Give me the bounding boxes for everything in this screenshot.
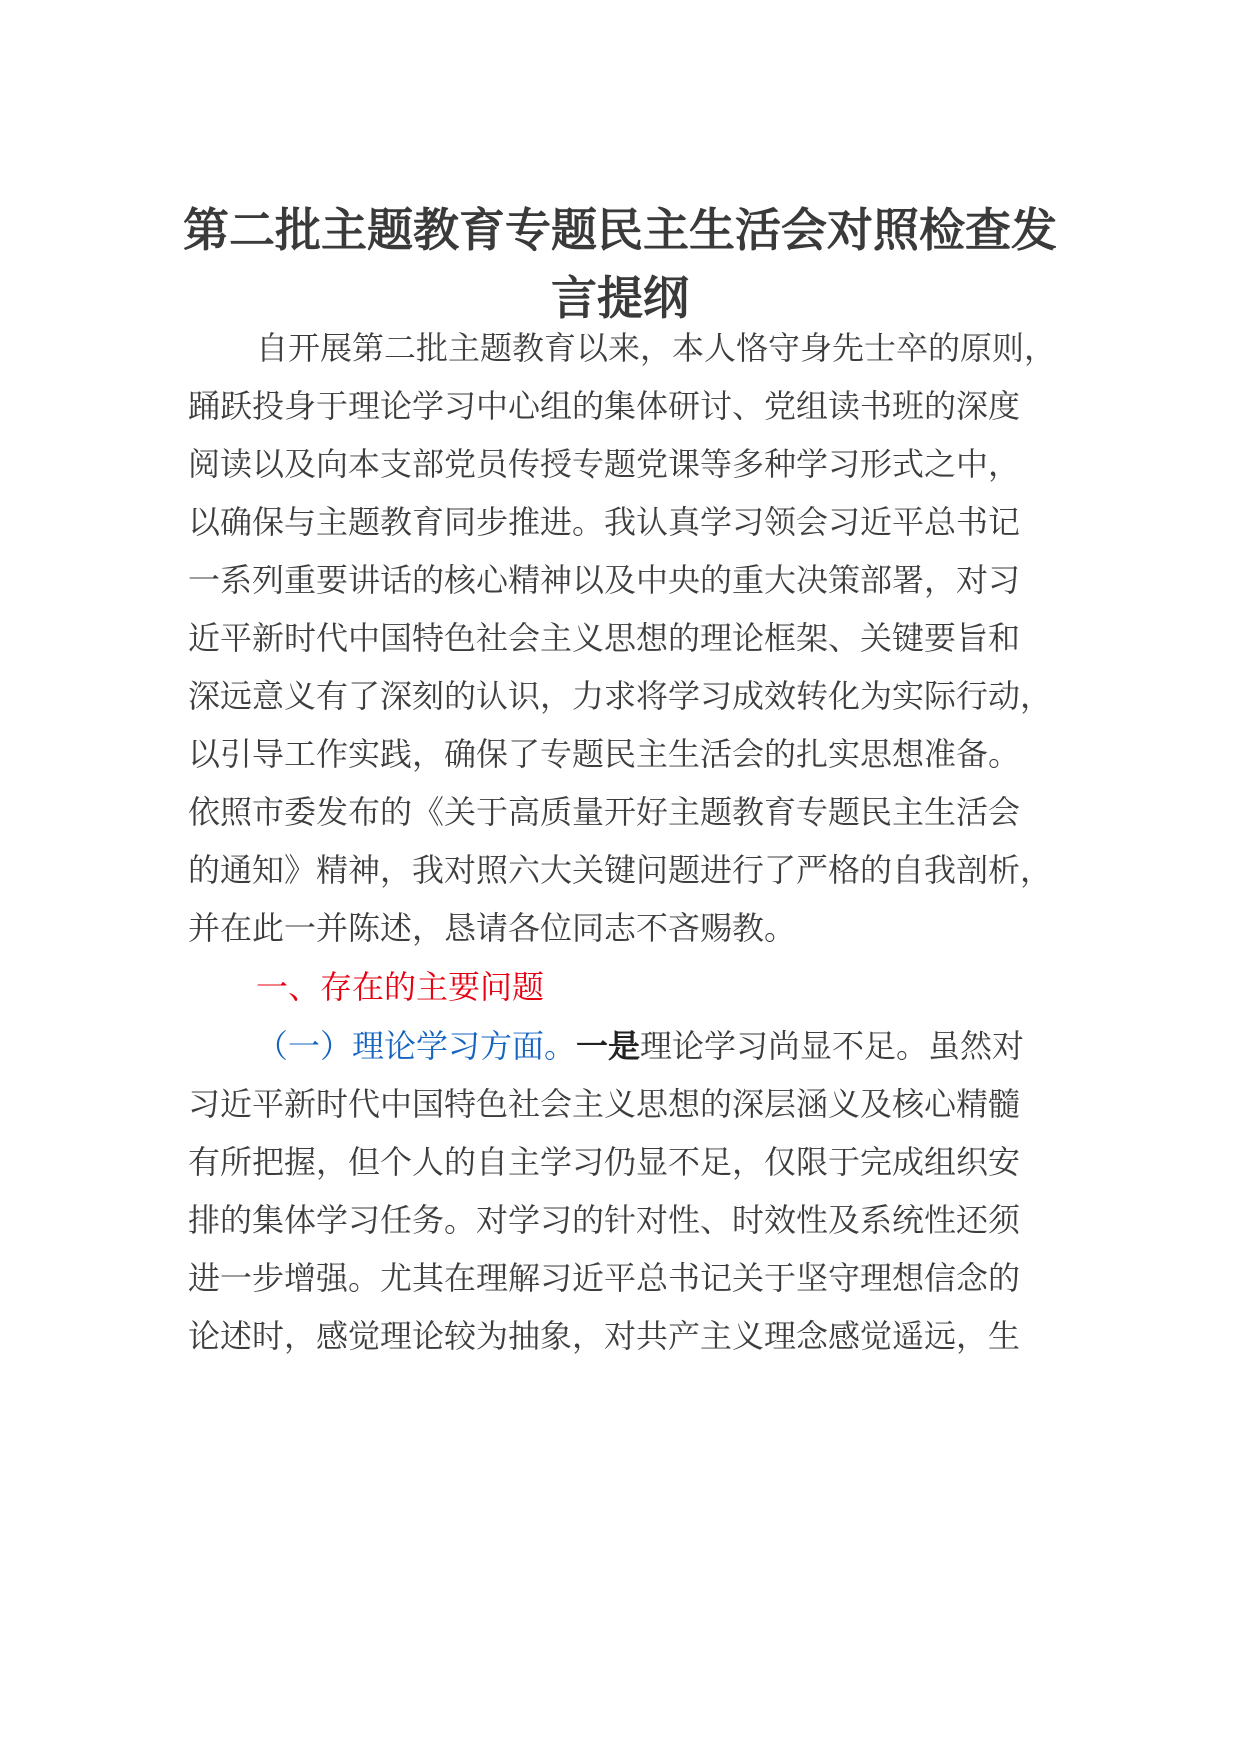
section-heading: 一、存在的主要问题 xyxy=(256,968,545,1006)
intro-paragraph-line: 以引导工作实践，确保了专题民主生活会的扎实思想准备。 xyxy=(188,735,1021,773)
subsection-line: 论述时，感觉理论较为抽象，对共产主义理念感觉遥远，生 xyxy=(188,1317,1021,1355)
document-title-line-1: 第二批主题教育专题民主生活会对照检查发 xyxy=(183,203,1057,257)
subsection-line: 习近平新时代中国特色社会主义思想的深层涵义及核心精髓 xyxy=(188,1085,1021,1123)
intro-paragraph-line: 自开展第二批主题教育以来，本人恪守身先士卒的原则， xyxy=(256,329,1057,367)
intro-paragraph-line: 阅读以及向本支部党员传授专题党课等多种学习形式之中， xyxy=(188,445,1021,483)
intro-paragraph-line: 依照市委发布的《关于高质量开好主题教育专题民主生活会 xyxy=(188,793,1021,831)
subsection-line: 有所把握，但个人的自主学习仍显不足，仅限于完成组织安 xyxy=(188,1143,1021,1181)
subsection-label: （一）理论学习方面。 xyxy=(256,1027,577,1065)
document-title-line-2: 言提纲 xyxy=(551,271,689,325)
intro-paragraph-line: 的通知》精神，我对照六大关键问题进行了严格的自我剖析， xyxy=(188,851,1053,889)
intro-paragraph-line: 踊跃投身于理论学习中心组的集体研讨、党组读书班的深度 xyxy=(188,387,1021,425)
intro-paragraph-line: 深远意义有了深刻的认识，力求将学习成效转化为实际行动， xyxy=(188,677,1053,715)
subsection-bold-lead: 一是 xyxy=(576,1027,641,1065)
subsection-first-line xyxy=(256,1026,1024,1066)
intro-paragraph-line: 以确保与主题教育同步推进。我认真学习领会习近平总书记 xyxy=(188,503,1021,541)
subsection-first-line-text: 理论学习尚显不足。虽然对 xyxy=(640,1027,1025,1065)
subsection-line: 进一步增强。尤其在理解习近平总书记关于坚守理想信念的 xyxy=(188,1259,1021,1297)
intro-paragraph-line: 一系列重要讲话的核心精神以及中央的重大决策部署，对习 xyxy=(188,561,1021,599)
intro-paragraph-line: 近平新时代中国特色社会主义思想的理论框架、关键要旨和 xyxy=(188,619,1021,657)
subsection-line: 排的集体学习任务。对学习的针对性、时效性及系统性还须 xyxy=(188,1201,1021,1239)
intro-paragraph-line: 并在此一并陈述，恳请各位同志不吝赐教。 xyxy=(188,909,797,947)
